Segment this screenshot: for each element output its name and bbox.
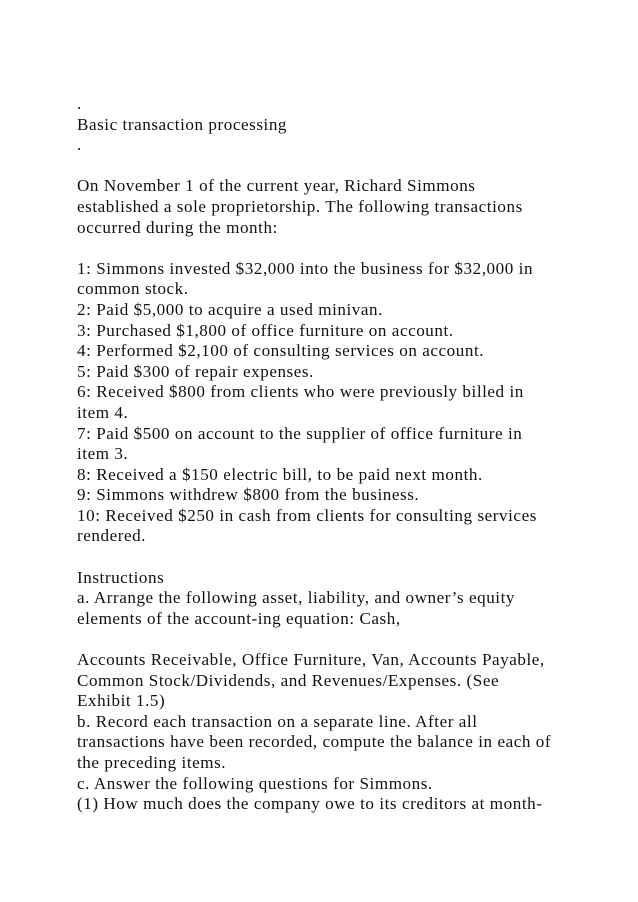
text-line: 1: Simmons invested $32,000 into the business for $32,000 in <box>77 258 534 278</box>
text-line: a. Arrange the following asset, liability, and owner’s equity <box>77 588 516 608</box>
text-line: 8: Received a $150 electric bill, to be paid next month. <box>77 464 483 484</box>
text-line: 10: Received $250 in cash from clients for consulting services <box>77 505 537 525</box>
text-line: Basic transaction processing <box>77 114 288 134</box>
blank-line <box>77 629 617 650</box>
text-line: transactions have been recorded, compute the balance in each of <box>77 732 552 752</box>
text-line: item 4. <box>77 402 129 422</box>
text-line: elements of the account-ing equation: Cash, <box>77 608 401 628</box>
text-line: the preceding items. <box>77 753 227 772</box>
text-line: established a sole proprietorship. The following transactions <box>77 196 523 216</box>
text-line: Exhibit 1.5) <box>77 691 166 711</box>
text-line: 2: Paid $5,000 to acquire a used minivan. <box>77 299 383 319</box>
text-line: c. Answer the following questions for Simmons. <box>77 773 433 793</box>
blank-line <box>77 238 617 259</box>
text-line: Accounts Receivable, Office Furniture, Van, Accounts Payable, <box>77 650 545 670</box>
text-line: item 3. <box>77 444 129 464</box>
text-line: (1) How much does the company owe to its creditors at month- <box>77 794 543 814</box>
document-text <box>77 94 617 815</box>
text-line: 9: Simmons withdrew $800 from the business. <box>77 485 420 505</box>
text-line: occurred during the month: <box>77 217 278 237</box>
text-line: . <box>77 94 82 113</box>
text-line: . <box>77 135 82 155</box>
text-line: common stock. <box>77 279 189 299</box>
text-line: Instructions <box>77 567 165 587</box>
text-line: b. Record each transaction on a separate line. After all <box>77 711 478 731</box>
text-line: 3: Purchased $1,800 of office furniture on account. <box>77 320 454 340</box>
text-line: 6: Received $800 from clients who were previously billed in <box>77 382 524 402</box>
text-line: 7: Paid $500 on account to the supplier of office furniture in <box>77 423 523 443</box>
text-line: Common Stock/Dividends, and Revenues/Expenses. (See <box>77 670 500 690</box>
text-line: 4: Performed $2,100 of consulting services on account. <box>77 341 485 361</box>
text-line: 5: Paid $300 of repair expenses. <box>77 361 314 381</box>
blank-line <box>77 156 617 177</box>
text-line: On November 1 of the current year, Richard Simmons <box>77 176 476 196</box>
blank-line <box>77 547 617 568</box>
text-line: rendered. <box>77 526 147 546</box>
